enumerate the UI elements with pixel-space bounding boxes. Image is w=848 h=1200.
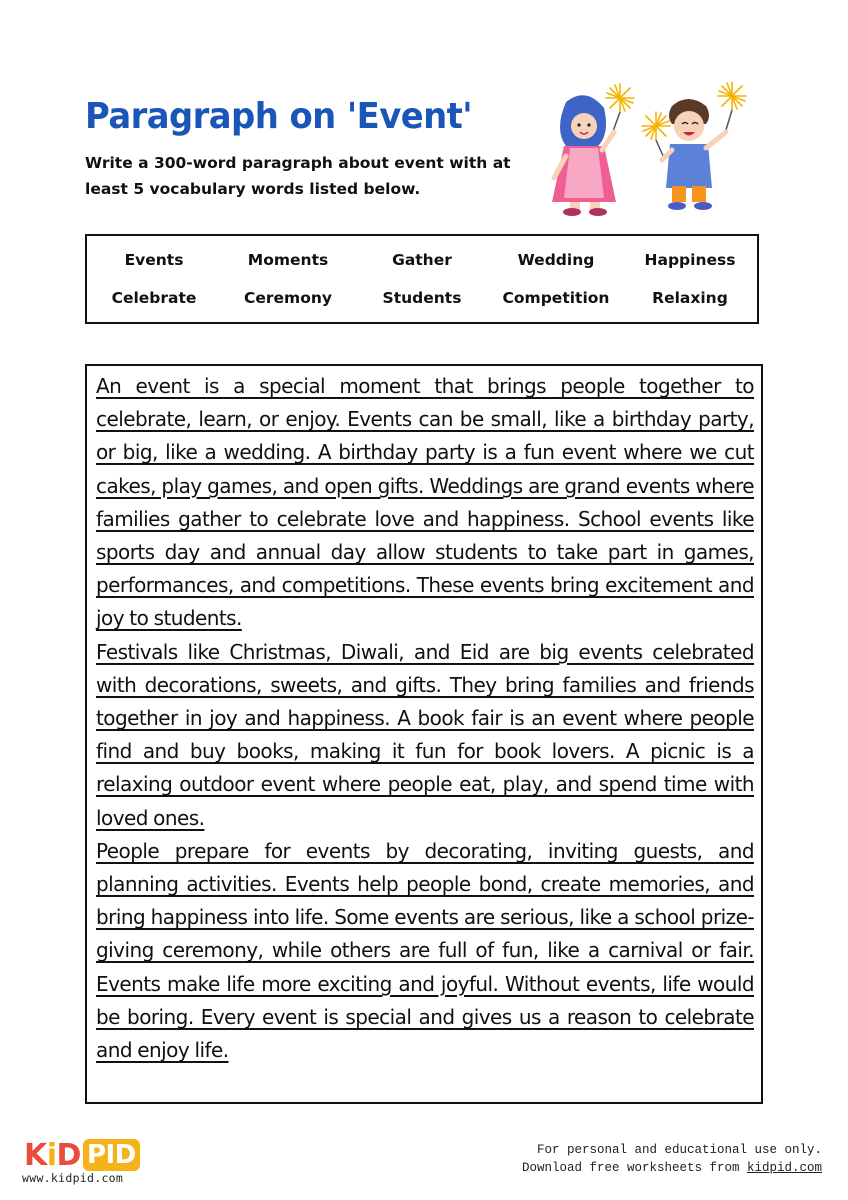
footer-note: [522, 1141, 822, 1177]
logo-pid-badge: PID: [83, 1139, 140, 1171]
vocab-word: Competition: [502, 289, 610, 307]
footer-download-prefix: Download free worksheets from: [521, 1161, 747, 1175]
vocab-word: Ceremony: [244, 289, 332, 307]
logo-letter-k: K: [24, 1137, 47, 1173]
children-with-sparklers-illustration: [540, 78, 760, 220]
vocabulary-box: [85, 234, 759, 324]
paragraph-box: [85, 364, 763, 1104]
logo-url: www.kidpid.com: [22, 1171, 124, 1185]
paragraph-1: An event is a special moment that brings people together to celebrate, learn, or enjoy. Events can be small, like a birthday party, or big, like a wedding. A birthday party is a fun event where we cut cakes, play games, and open gifts. Weddings are grand events where families gather to celebrate love and happiness. School events like sports day and annual day allow students to take part in games, performances, and competitions. These events bring excitement and joy to students.: [96, 374, 754, 631]
paragraph-text: [96, 370, 754, 1067]
footer-site-link[interactable]: kidpid.com: [746, 1161, 822, 1175]
vocab-word: Celebrate: [111, 289, 197, 307]
kidpid-logo: [24, 1138, 140, 1172]
vocab-word: Students: [382, 289, 462, 307]
vocab-word: Gather: [392, 251, 452, 269]
instructions: Write a 300-word paragraph about event with at least 5 vocabulary words listed below.: [85, 154, 511, 198]
paragraph-3: People prepare for events by decorating, inviting guests, and planning activities. Events help people bond, create memories, and bring happiness into life. Some events are serious, like a school prize-giving ceremony, while others are full of fun, like a carnival or fair. Events make life more exciting and joyful. Without events, life would be boring. Every event is special and gives us a reason to celebrate and enjoy life.: [96, 838, 754, 1063]
paragraph-2: Festivals like Christmas, Diwali, and Eid are big events celebrated with decorations, sweets, and gifts. They bring families and friends together in joy and happiness. A book fair is an event where people find and buy books, making it fun for book lovers. A picnic is a relaxing outdoor event where people eat, play, and spend time with loved ones.: [96, 639, 754, 830]
vocab-word: Relaxing: [652, 289, 728, 307]
vocab-word: Happiness: [644, 251, 736, 269]
logo-letter-i: i: [46, 1137, 57, 1173]
footer-usage-line: For personal and educational use only.: [536, 1143, 822, 1157]
logo-letter-d: D: [56, 1137, 81, 1173]
vocab-word: Wedding: [517, 251, 595, 269]
footer-download-line: [522, 1159, 822, 1177]
vocab-word: Moments: [247, 251, 329, 269]
vocabulary-grid: [87, 248, 757, 310]
vocab-word: Events: [124, 251, 184, 269]
page-title: Paragraph on 'Event': [85, 96, 473, 137]
